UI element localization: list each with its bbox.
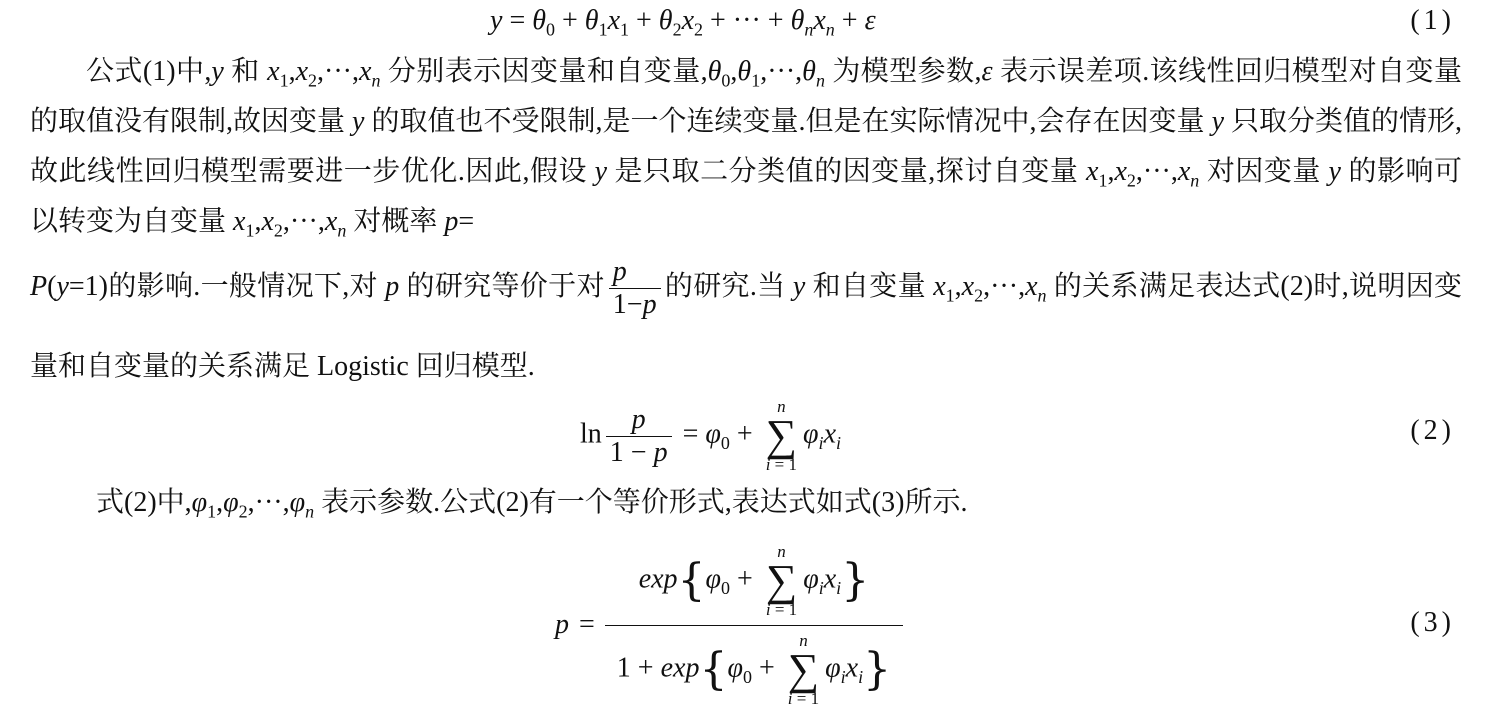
p1-text: 分别表示因变量和自变量,: [387, 56, 708, 87]
equation-3-fraction: $\exp\{\varphi_0$ + n ∑ i = 1 $\varphi_ix_i$} $1 + \exp\{\varphi_0$ + n ∑ i = 1 $\varphi_ix_i$}: [605, 543, 903, 708]
p1-text: 是只取二分类值的因变量,探讨自变量: [614, 156, 1079, 187]
equation-3-body: p = $\exp\{\varphi_0$ + n ∑ i = 1 $\varphi_ix_i$} $1 + \exp\{\varphi_0$ + n ∑ i = 1 $\varphi_ix_i$}: [555, 540, 903, 710]
p2-text: 表示参数.公式(2)有一个等价形式,表达式如式(3)所示.: [321, 487, 968, 518]
p1-text: 的影响可以转变为自变量: [30, 156, 1463, 237]
p1-text: 的研究.当: [664, 271, 786, 302]
equation-2: [0, 397, 1485, 474]
equation-2-number: (2): [1410, 415, 1455, 446]
p1-text: 公式(1)中,: [86, 56, 212, 87]
p1-text: 的影响.一般情况下,对: [108, 271, 378, 302]
p1-text: 和自变量: [812, 271, 926, 302]
p1-text: 为模型参数,: [832, 56, 982, 87]
p2-text: 式(2)中,: [96, 487, 192, 518]
paragraph-1: 公式(1)中,y 和 $x_1,x_2,\cdot\cdot\cdot,x_n$ 分别表示因变量和自变量$,\theta_0,\theta_1,\cdot\cdot\cdot,\theta_n$ 为模型参数,ε 表示误差项.该线性回归模型对自变量的取值没有限制,故因变量 y 的取值也不受限制,是一个连续变量.但是在实际情况中,会存在因变量 y 只取分类值的情形,故此线性回归模型需要进一步优化.因此,假设 y 是只取二分类值的因变量,探讨自变量 $x_1,x_2,\cdot\cdot\cdot,x_n$ 对因变量 y 的影响可以转变为自变量 $x_1,x_2,\cdot\cdot\cdot,x_n$ 对概率 p= P(y=1)的影响.一般情况下,对 p 的研究等价于对 $\frac{p}{1-p}$ 的研究.当 y 和自变量 $x_1,x_2,\cdot\cdot\cdot,x_n$ 的关系满足表达式(2)时,说明因变量和自变量的关系满足 Logistic 回归模型.: [30, 56, 1463, 382]
p1-text: 的取值也不受限制,是一个连续变量.但是在实际情况中,会存在因变量: [371, 106, 1205, 137]
equation-1-number: (1): [1410, 5, 1455, 36]
p1-text: 和: [231, 56, 260, 87]
equation-3-number: (3): [1410, 607, 1455, 638]
p1-text: 的研究等价于对: [406, 271, 605, 302]
p1-text: 对概率: [353, 206, 438, 237]
equation-3: [0, 540, 1485, 715]
p1-text: 的关系满足表达式(2)时,说明因变量和自变量的关系满足 Logistic 回归模型.: [30, 271, 1463, 382]
paragraph-2: 式(2)中$,\varphi_1,\varphi_2,\cdot\cdot\cdot,\varphi_n$ 表示参数.公式(2)有一个等价形式,表达式如式(3)所示.: [96, 487, 968, 522]
p1-text: 表示误差项.该线性回归模型对自变量的取值没有限制,故因变量: [30, 56, 1462, 137]
fraction-p-over-1-minus-p: $\frac{p}{1-p}$: [609, 256, 661, 321]
equation-2-body: ln $\frac{p}{1 - p}$ = $\varphi_0$ + n ∑ i = 1 $\varphi_ix_i$: [580, 397, 842, 474]
p1-text: 对因变量: [1206, 156, 1321, 187]
p1-text: 只取分类值的情形,故此线性回归模型需要进一步优化.因此,假设: [30, 106, 1463, 187]
equation-1-body: $y = \theta_0 + \theta_1x_1 + \theta_2x_2$ + ··· + $\theta_nx_n + \varepsilon$: [490, 5, 876, 40]
